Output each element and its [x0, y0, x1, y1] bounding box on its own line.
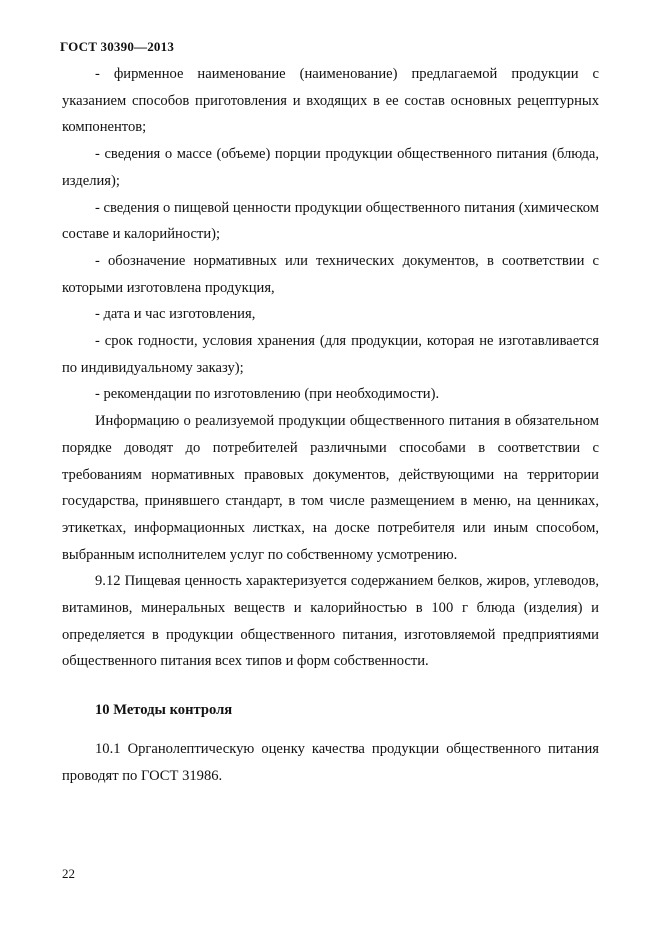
paragraph-portion-mass: - сведения о массе (объеме) порции продукции общественного питания (блюда, изделия); [62, 146, 599, 189]
paragraph-shelf-life: - срок годности, условия хранения (для продукции, которая не изготавливается по индивидуальному заказу); [62, 333, 599, 376]
paragraph-10-1: 10.1 Органолептическую оценку качества продукции общественного питания проводят по ГОСТ 31986. [62, 740, 599, 784]
document-body [62, 61, 599, 789]
document-header: ГОСТ 30390—2013 [60, 39, 175, 54]
page-number: 22 [62, 866, 75, 881]
paragraph-consumer-information: Информацию о реализуемой продукции общественного питания в обязательном порядке доводят до потребителей различными способами в соответствии с требованиям нормативных правовых документов, действующими на территории государства, принявшего стандарт, в том числе размещением в меню, на ценниках, этикетках, информационных листках, на доске потребителя или иным способом, выбранным исполнителем услуг по собственному усмотрению. [62, 413, 599, 563]
paragraph-recommendations: - рекомендации по изготовлению (при необходимости). [95, 386, 440, 403]
paragraph-normative-documents: - обозначение нормативных или технических документов, в соответствии с которыми изготовлена продукция, [62, 252, 599, 296]
paragraph-production-date: - дата и час изготовления, [95, 306, 256, 323]
paragraph-brand-name: - фирменное наименование (наименование) предлагаемой продукции с указанием способов приготовления и входящих в ее состав основных рецептурных компонентов; [62, 66, 599, 136]
section-heading-10: 10 Методы контроля [95, 702, 233, 719]
paragraph-nutritional-value: - сведения о пищевой ценности продукции общественного питания (химическом составе и калорийности); [62, 199, 599, 243]
paragraph-9-12: 9.12 Пищевая ценность характеризуется содержанием белков, жиров, углеводов, витаминов, минеральных веществ и калорийностью в 100 г блюда (изделия) и определяется в продукции общественного питания, изготовляемой предприятиями общественного питания всех типов и форм собственности. [62, 573, 599, 670]
